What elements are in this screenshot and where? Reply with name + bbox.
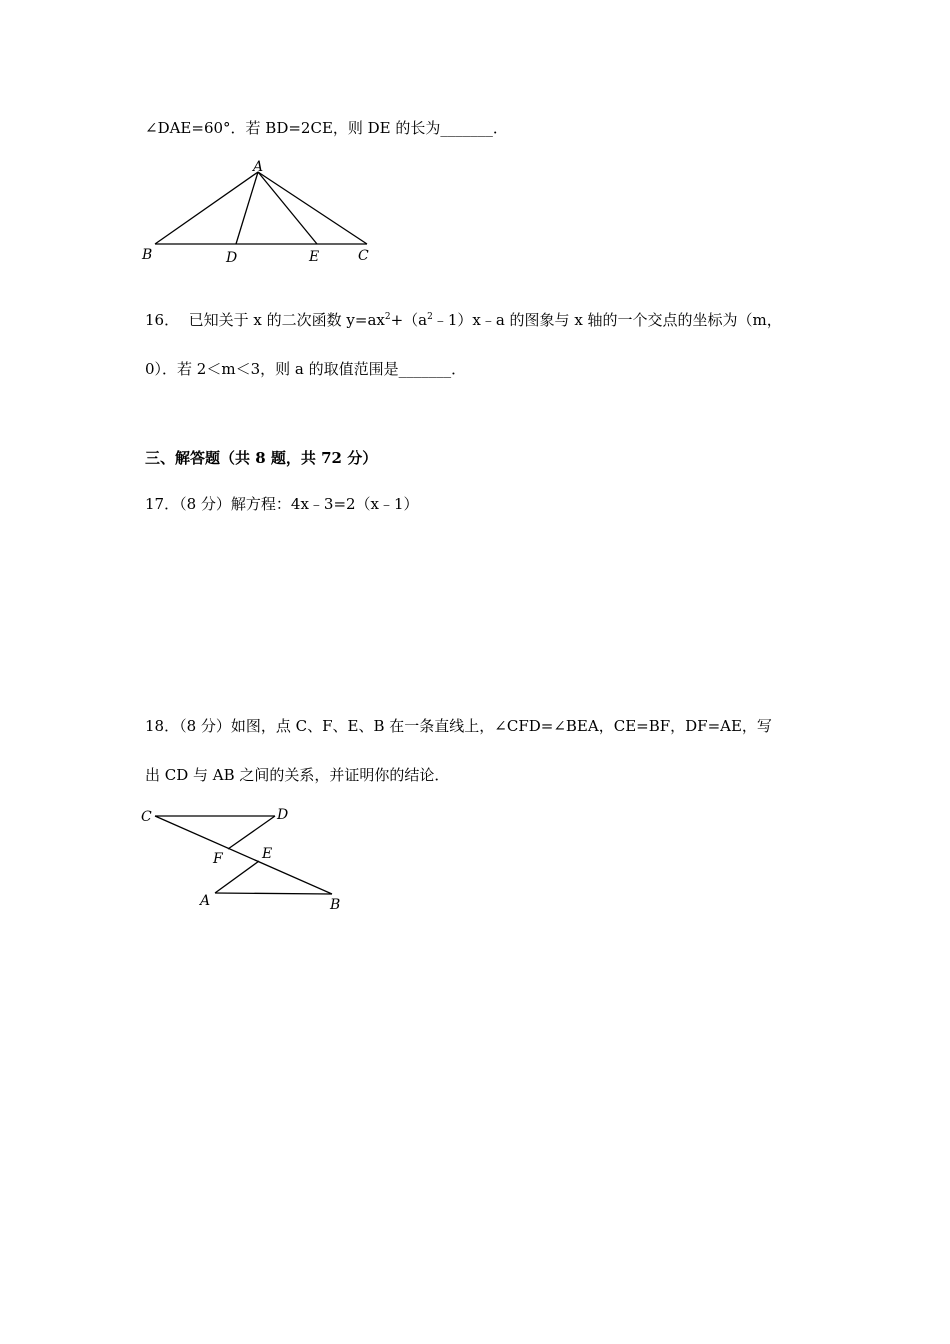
q16-line1: [145, 310, 782, 330]
q15-triangle-figure: [135, 155, 385, 275]
q16-sup1: 2: [384, 312, 391, 322]
q15-label-d: D: [226, 250, 238, 266]
q15-end: ．: [492, 119, 508, 137]
q15-label-c: C: [358, 248, 369, 264]
q15-text: ∠DAE=60°．若 BD=2CE，则 DE 的长为: [145, 119, 441, 137]
q15-label-e: E: [309, 249, 320, 265]
q16-line2: 0）．若 2＜m＜3，则 a 的取值范围是: [145, 360, 399, 378]
q15-segment-ab: [155, 172, 258, 244]
q17-text: 17．（8 分）解方程：4x﹣3=2（x﹣1）: [145, 495, 419, 513]
section3-title: 三、解答题（共 8 题，共 72 分）: [145, 449, 378, 467]
q18-segment-df: [228, 816, 275, 849]
q18-label-a: A: [200, 893, 211, 909]
q15-segment-ae: [258, 172, 317, 244]
q16-line2-row: [145, 359, 466, 379]
q16-part1: 已知关于 x 的二次函数 y=ax: [188, 311, 385, 329]
q16-part3: ﹣1）x﹣a 的图象与 x 轴的一个交点的坐标为（m，: [432, 311, 782, 329]
q18-line2: 出 CD 与 AB 之间的关系，并证明你的结论．: [145, 766, 450, 784]
q15-label-a: A: [253, 159, 264, 175]
q16-end: ．: [451, 360, 467, 378]
q18-figure: [135, 800, 355, 915]
q18-label-c: C: [141, 809, 152, 825]
q18-label-b: B: [330, 897, 341, 913]
q18-label-e: E: [262, 846, 273, 862]
q18-label-d: D: [277, 807, 289, 823]
q15-blank[interactable]: _______: [440, 119, 493, 137]
q18-label-f: F: [213, 851, 223, 867]
q15-segment-ad: [236, 172, 258, 244]
q16-number: 16．: [145, 311, 180, 329]
q16-part2: +（a: [390, 311, 428, 329]
q15-text-line: [145, 118, 508, 138]
q18-segment-ab: [215, 893, 332, 894]
q16-blank[interactable]: _______: [398, 360, 452, 378]
q15-label-b: B: [142, 247, 153, 263]
q18-line1: 18．（8 分）如图，点 C、F、E、B 在一条直线上，∠CFD=∠BEA，CE=BF，DF=AE，写: [145, 717, 772, 735]
q16-sup2: 2: [427, 312, 433, 322]
q15-segment-ac: [258, 172, 367, 244]
q18-segment-cb: [155, 816, 332, 894]
